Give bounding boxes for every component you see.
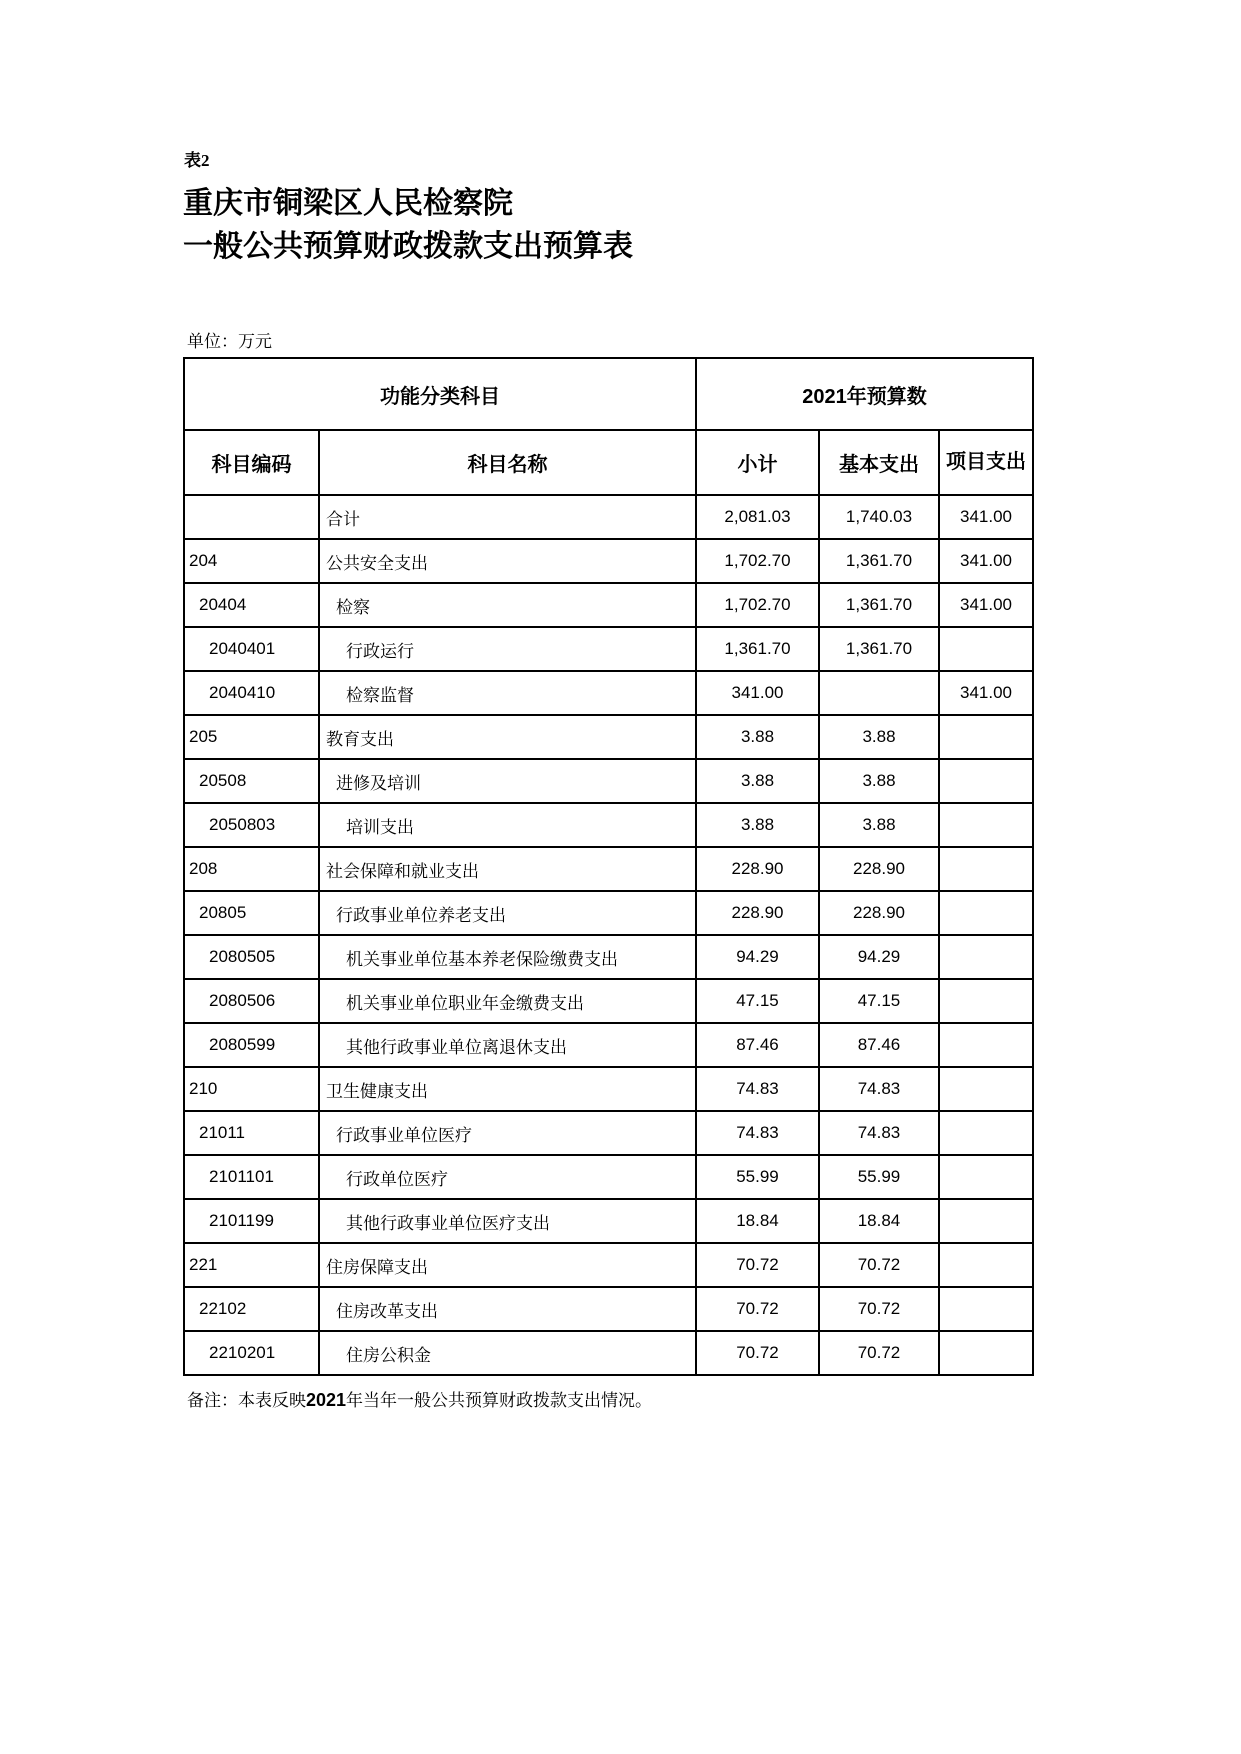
cell-project bbox=[939, 1155, 1033, 1199]
table-row bbox=[184, 715, 1033, 759]
table-row bbox=[184, 979, 1033, 1023]
cell-subtotal: 3.88 bbox=[696, 803, 819, 847]
cell-subtotal: 2,081.03 bbox=[696, 495, 819, 539]
cell-basic bbox=[819, 671, 939, 715]
cell-code: 221 bbox=[184, 1243, 319, 1287]
cell-project bbox=[939, 891, 1033, 935]
cell-code: 2080506 bbox=[184, 979, 319, 1023]
unit-label: 单位：万元 bbox=[187, 332, 272, 351]
cell-code: 21011 bbox=[184, 1111, 319, 1155]
cell-basic: 1,361.70 bbox=[819, 583, 939, 627]
cell-subtotal: 3.88 bbox=[696, 759, 819, 803]
cell-name: 住房改革支出 bbox=[319, 1287, 696, 1331]
table-row bbox=[184, 1111, 1033, 1155]
table-row bbox=[184, 539, 1033, 583]
cell-code: 205 bbox=[184, 715, 319, 759]
cell-basic: 47.15 bbox=[819, 979, 939, 1023]
cell-subtotal: 74.83 bbox=[696, 1067, 819, 1111]
cell-basic: 74.83 bbox=[819, 1067, 939, 1111]
cell-subtotal: 87.46 bbox=[696, 1023, 819, 1067]
cell-subtotal: 70.72 bbox=[696, 1287, 819, 1331]
cell-project bbox=[939, 1111, 1033, 1155]
cell-code: 22102 bbox=[184, 1287, 319, 1331]
cell-name: 机关事业单位基本养老保险缴费支出 bbox=[319, 935, 696, 979]
cell-name: 培训支出 bbox=[319, 803, 696, 847]
cell-basic: 55.99 bbox=[819, 1155, 939, 1199]
cell-project: 341.00 bbox=[939, 671, 1033, 715]
cell-code bbox=[184, 495, 319, 539]
cell-code: 2040410 bbox=[184, 671, 319, 715]
budget-table-header bbox=[184, 358, 1033, 495]
cell-project bbox=[939, 1243, 1033, 1287]
table-row bbox=[184, 891, 1033, 935]
col-header-basic: 基本支出 bbox=[819, 430, 939, 495]
cell-name: 检察监督 bbox=[319, 671, 696, 715]
cell-code: 2101101 bbox=[184, 1155, 319, 1199]
cell-code: 2080599 bbox=[184, 1023, 319, 1067]
cell-project bbox=[939, 979, 1033, 1023]
cell-subtotal: 70.72 bbox=[696, 1243, 819, 1287]
cell-project bbox=[939, 1023, 1033, 1067]
cell-project bbox=[939, 627, 1033, 671]
cell-name: 卫生健康支出 bbox=[319, 1067, 696, 1111]
table-row bbox=[184, 671, 1033, 715]
cell-basic: 74.83 bbox=[819, 1111, 939, 1155]
cell-subtotal: 55.99 bbox=[696, 1155, 819, 1199]
cell-basic: 70.72 bbox=[819, 1243, 939, 1287]
table-row bbox=[184, 583, 1033, 627]
table-row bbox=[184, 759, 1033, 803]
header-group-row bbox=[184, 358, 1033, 430]
page-title bbox=[183, 182, 633, 268]
cell-subtotal: 3.88 bbox=[696, 715, 819, 759]
header-budget-2021: 2021年预算数 bbox=[696, 358, 1033, 430]
cell-name: 教育支出 bbox=[319, 715, 696, 759]
cell-code: 204 bbox=[184, 539, 319, 583]
table-row bbox=[184, 495, 1033, 539]
cell-name: 行政单位医疗 bbox=[319, 1155, 696, 1199]
cell-project bbox=[939, 1199, 1033, 1243]
table-row bbox=[184, 847, 1033, 891]
cell-project: 341.00 bbox=[939, 495, 1033, 539]
table-row bbox=[184, 935, 1033, 979]
cell-subtotal: 94.29 bbox=[696, 935, 819, 979]
cell-subtotal: 228.90 bbox=[696, 847, 819, 891]
cell-name: 其他行政事业单位医疗支出 bbox=[319, 1199, 696, 1243]
table-row bbox=[184, 1023, 1033, 1067]
cell-name: 合计 bbox=[319, 495, 696, 539]
cell-code: 20508 bbox=[184, 759, 319, 803]
cell-code: 2040401 bbox=[184, 627, 319, 671]
budget-table bbox=[183, 357, 1034, 1376]
cell-code: 2080505 bbox=[184, 935, 319, 979]
cell-subtotal: 1,702.70 bbox=[696, 583, 819, 627]
page-title-line1: 重庆市铜梁区人民检察院 bbox=[183, 187, 513, 220]
cell-code: 208 bbox=[184, 847, 319, 891]
cell-basic: 3.88 bbox=[819, 715, 939, 759]
footnote bbox=[187, 1386, 652, 1411]
cell-code: 2050803 bbox=[184, 803, 319, 847]
cell-basic: 70.72 bbox=[819, 1287, 939, 1331]
cell-name: 进修及培训 bbox=[319, 759, 696, 803]
table-row bbox=[184, 803, 1033, 847]
cell-name: 行政事业单位医疗 bbox=[319, 1111, 696, 1155]
cell-subtotal: 228.90 bbox=[696, 891, 819, 935]
cell-basic: 1,740.03 bbox=[819, 495, 939, 539]
cell-subtotal: 1,702.70 bbox=[696, 539, 819, 583]
cell-subtotal: 47.15 bbox=[696, 979, 819, 1023]
cell-project bbox=[939, 935, 1033, 979]
table-row bbox=[184, 1067, 1033, 1111]
cell-basic: 228.90 bbox=[819, 891, 939, 935]
cell-name: 机关事业单位职业年金缴费支出 bbox=[319, 979, 696, 1023]
cell-project: 341.00 bbox=[939, 583, 1033, 627]
table-row bbox=[184, 1331, 1033, 1375]
cell-basic: 87.46 bbox=[819, 1023, 939, 1067]
cell-subtotal: 74.83 bbox=[696, 1111, 819, 1155]
cell-basic: 228.90 bbox=[819, 847, 939, 891]
cell-project bbox=[939, 1331, 1033, 1375]
header-function-category: 功能分类科目 bbox=[184, 358, 696, 430]
table-number-label: 表2 bbox=[184, 151, 210, 170]
footnote-year: 2021 bbox=[306, 1390, 347, 1410]
cell-subtotal: 70.72 bbox=[696, 1331, 819, 1375]
col-header-subtotal: 小计 bbox=[696, 430, 819, 495]
cell-basic: 1,361.70 bbox=[819, 539, 939, 583]
col-header-project: 项目支出 bbox=[939, 430, 1033, 495]
cell-code: 210 bbox=[184, 1067, 319, 1111]
cell-subtotal: 18.84 bbox=[696, 1199, 819, 1243]
cell-name: 住房保障支出 bbox=[319, 1243, 696, 1287]
table-row bbox=[184, 1243, 1033, 1287]
cell-name: 其他行政事业单位离退休支出 bbox=[319, 1023, 696, 1067]
page-title-line2: 一般公共预算财政拨款支出预算表 bbox=[183, 230, 633, 263]
cell-subtotal: 1,361.70 bbox=[696, 627, 819, 671]
cell-name: 行政事业单位养老支出 bbox=[319, 891, 696, 935]
table-row bbox=[184, 1199, 1033, 1243]
table-row bbox=[184, 627, 1033, 671]
cell-project: 341.00 bbox=[939, 539, 1033, 583]
footnote-suffix: 年当年一般公共预算财政拨款支出情况。 bbox=[346, 1391, 653, 1410]
cell-name: 社会保障和就业支出 bbox=[319, 847, 696, 891]
col-header-code: 科目编码 bbox=[184, 430, 319, 495]
cell-code: 2210201 bbox=[184, 1331, 319, 1375]
cell-project bbox=[939, 759, 1033, 803]
header-columns-row bbox=[184, 430, 1033, 495]
table-row bbox=[184, 1155, 1033, 1199]
cell-project bbox=[939, 803, 1033, 847]
cell-name: 住房公积金 bbox=[319, 1331, 696, 1375]
cell-basic: 3.88 bbox=[819, 759, 939, 803]
cell-basic: 3.88 bbox=[819, 803, 939, 847]
cell-name: 公共安全支出 bbox=[319, 539, 696, 583]
cell-code: 20805 bbox=[184, 891, 319, 935]
col-header-name: 科目名称 bbox=[319, 430, 696, 495]
cell-name: 行政运行 bbox=[319, 627, 696, 671]
cell-basic: 18.84 bbox=[819, 1199, 939, 1243]
cell-code: 20404 bbox=[184, 583, 319, 627]
cell-code: 2101199 bbox=[184, 1199, 319, 1243]
cell-basic: 94.29 bbox=[819, 935, 939, 979]
cell-project bbox=[939, 1287, 1033, 1331]
cell-name: 检察 bbox=[319, 583, 696, 627]
cell-project bbox=[939, 715, 1033, 759]
budget-table-body bbox=[184, 495, 1033, 1375]
cell-subtotal: 341.00 bbox=[696, 671, 819, 715]
cell-project bbox=[939, 1067, 1033, 1111]
table-row bbox=[184, 1287, 1033, 1331]
cell-project bbox=[939, 847, 1033, 891]
cell-basic: 1,361.70 bbox=[819, 627, 939, 671]
footnote-prefix: 备注：本表反映 bbox=[187, 1391, 306, 1410]
cell-basic: 70.72 bbox=[819, 1331, 939, 1375]
